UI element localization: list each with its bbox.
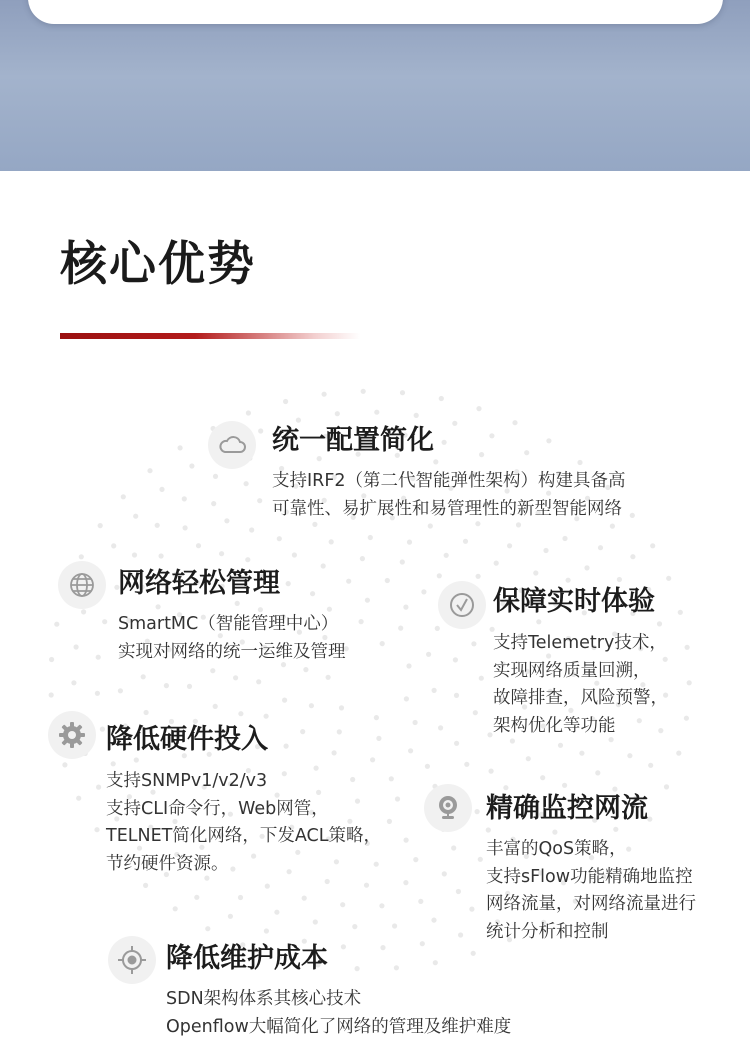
- feature-description: [118, 611, 346, 666]
- webcam-icon: [424, 784, 472, 832]
- feature-line: 支持CLI命令行，Web网管，: [106, 796, 381, 824]
- title-underline: [60, 333, 360, 339]
- feature-line: Openflow大幅简化了网络的管理及维护难度: [166, 1014, 511, 1041]
- feature-line: 支持sFlow功能精确地监控: [486, 864, 696, 892]
- feature-line: 支持IRF2（第二代智能弹性架构）构建具备高: [272, 468, 626, 496]
- globe-icon: [58, 561, 106, 609]
- feature-description: [272, 468, 626, 523]
- feature-line: 统计分析和控制: [486, 919, 696, 947]
- feature-line: 丰富的QoS策略，: [486, 836, 696, 864]
- feature-title: 降低硬件投入: [106, 722, 268, 758]
- section-title: 核心优势: [60, 232, 256, 298]
- feature-line: SDN架构体系其核心技术: [166, 986, 511, 1014]
- feature-title: 保障实时体验: [493, 584, 655, 620]
- feature-line: 可靠性、易扩展性和易管理性的新型智能网络: [272, 496, 626, 524]
- feature-title: 网络轻松管理: [118, 566, 280, 602]
- cloud-icon: [208, 421, 256, 469]
- feature-description: [493, 630, 668, 740]
- feature-line: 支持Telemetry技术，: [493, 630, 668, 658]
- feature-description: [166, 986, 511, 1041]
- feature-line: TELNET简化网络，下发ACL策略，: [106, 823, 381, 851]
- feature-title: 精确监控网流: [486, 791, 648, 827]
- feature-line: SmartMC（智能管理中心）: [118, 611, 346, 639]
- check-icon: [438, 581, 486, 629]
- feature-line: 支持SNMPv1/v2/v3: [106, 768, 381, 796]
- feature-line: 节约硬件资源。: [106, 851, 381, 879]
- feature-description: [486, 836, 696, 946]
- feature-line: 故障排查，风险预警，: [493, 685, 668, 713]
- feature-line: 实现对网络的统一运维及管理: [118, 639, 346, 667]
- target-icon: [108, 936, 156, 984]
- feature-line: 架构优化等功能: [493, 713, 668, 741]
- feature-description: [106, 768, 381, 878]
- feature-title: 统一配置简化: [272, 423, 434, 459]
- hero-banner: [0, 0, 750, 171]
- feature-line: 网络流量，对网络流量进行: [486, 891, 696, 919]
- feature-line: 实现网络质量回溯，: [493, 658, 668, 686]
- feature-title: 降低维护成本: [166, 941, 328, 977]
- hero-card: [28, 0, 723, 24]
- gear-icon: [48, 711, 96, 759]
